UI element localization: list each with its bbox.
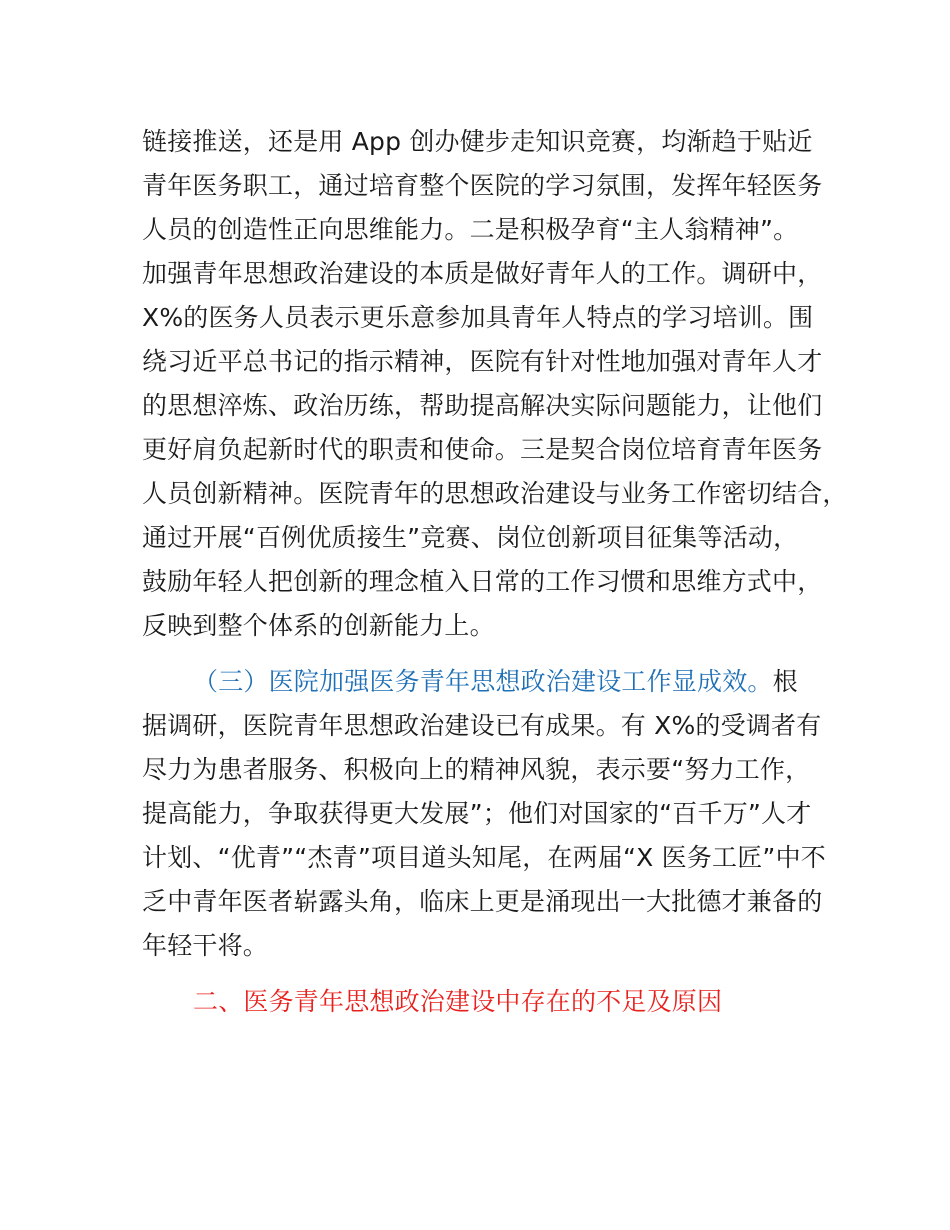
text-line: 的思想淬炼、政治历练，帮助提高解决实际问题能力，让他们 [142, 391, 823, 420]
text-line: 链接推送，还是用 App 创办健步走知识竞赛，均渐趋于贴近 [142, 127, 813, 156]
text-line: 尽力为患者服务、积极向上的精神风貌，表示要“努力工作， [142, 755, 811, 784]
text-line: 人员创新精神。医院青年的思想政治建设与业务工作密切结合， [142, 479, 848, 508]
text-line: 更好肩负起新时代的职责和使命。三是契合岗位培育青年医务 [142, 435, 823, 464]
text-line: 提高能力，争取获得更大发展”；他们对国家的“百千万”人才 [142, 799, 812, 828]
subheading: （三）医院加强医务青年思想政治建设工作显成效。 [193, 667, 773, 696]
text-line: 人员的创造性正向思维能力。二是积极孕育“主人翁精神”。 [142, 215, 799, 244]
text-line: 反映到整个体系的创新能力上。 [142, 611, 495, 640]
text-line: 鼓励年轻人把创新的理念植入日常的工作习惯和思维方式中， [142, 567, 823, 596]
text-line: 据调研，医院青年思想政治建设已有成果。有 X%的受调者有 [142, 711, 822, 740]
text-line: 年轻干将。 [142, 931, 269, 960]
section-heading: 二、医务青年思想政治建设中存在的不足及原因 [193, 987, 723, 1016]
text-line: X%的医务人员表示更乐意参加具青年人特点的学习培训。围 [142, 303, 814, 332]
text-fragment: 根 [772, 667, 798, 696]
text-line: 计划、“优青”“杰青”项目道头知尾，在两届“X 医务工匠”中不 [142, 843, 826, 872]
text-line: 通过开展“百例优质接生”竞赛、岗位创新项目征集等活动， [142, 523, 799, 552]
text-line: 乏中青年医者崭露头角，临床上更是涌现出一大批德才兼备的 [142, 887, 823, 916]
text-line: 加强青年思想政治建设的本质是做好青年人的工作。调研中， [142, 259, 823, 288]
subheading-line [193, 665, 798, 699]
text-line: 绕习近平总书记的指示精神，医院有针对性地加强对青年人才 [142, 347, 823, 376]
text-line: 青年医务职工，通过培育整个医院的学习氛围，发挥年轻医务 [142, 171, 823, 200]
